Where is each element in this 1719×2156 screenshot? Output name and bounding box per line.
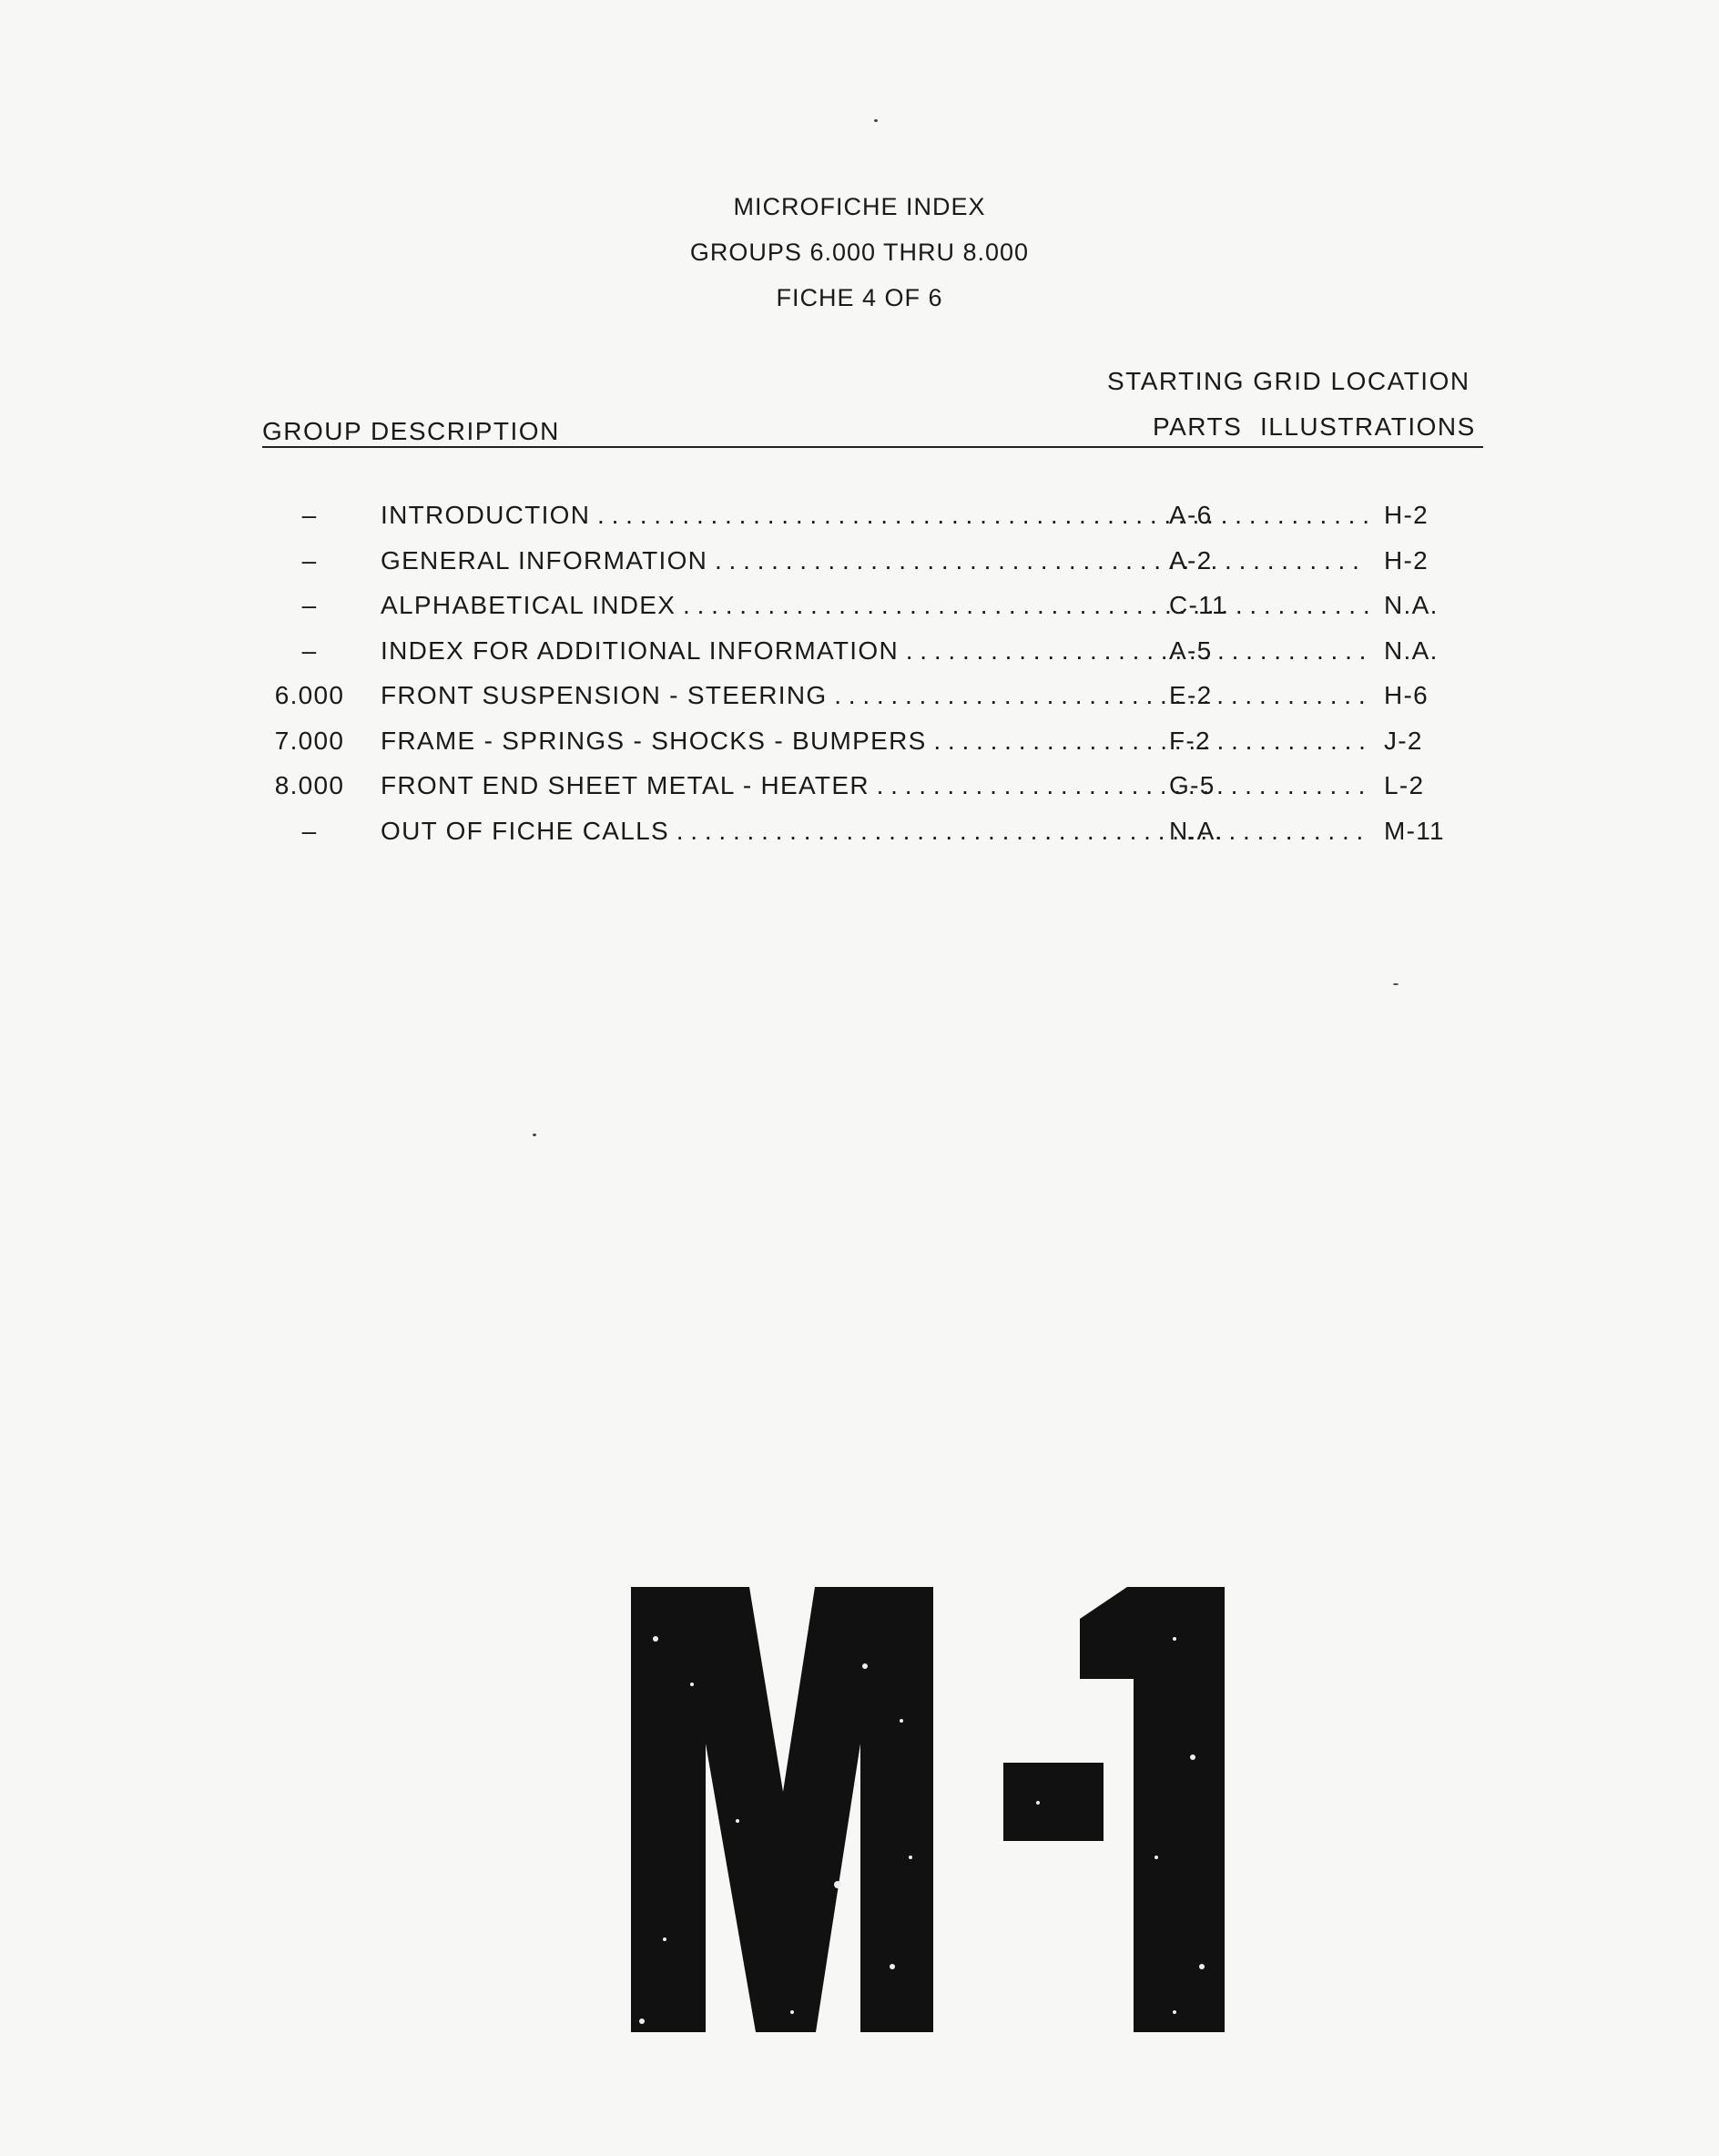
starting-grid-location-heading: STARTING GRID LOCATION xyxy=(1107,367,1470,395)
illustrations-heading: ILLUSTRATIONS xyxy=(1260,412,1476,441)
group-description-heading: GROUP DESCRIPTION xyxy=(262,417,560,445)
fiche-label-graphic xyxy=(628,1584,1229,2036)
illustrations-grid-location: H-6 xyxy=(1384,681,1429,709)
index-row xyxy=(255,591,1511,636)
scan-speck xyxy=(874,119,878,122)
group-description: OUT OF FICHE CALLS . . . xyxy=(381,817,1368,846)
illustrations-grid-location: H-2 xyxy=(1384,501,1429,529)
group-number: – xyxy=(301,636,318,665)
parts-grid-location: G-5 xyxy=(1169,771,1216,799)
parts-grid-location: C-11 xyxy=(1169,591,1227,619)
hyphen-glyph-shape xyxy=(1003,1763,1104,1841)
group-description: FRAME - SPRINGS - SHOCKS - BUMPERS . . . xyxy=(381,727,1368,756)
parts-heading: PARTS xyxy=(1153,412,1243,441)
index-row xyxy=(255,636,1511,682)
parts-grid-location: A-6 xyxy=(1169,501,1213,529)
group-number: 6.000 xyxy=(274,681,345,709)
parts-grid-location: F-2 xyxy=(1169,726,1211,755)
parts-grid-location: N.A. xyxy=(1169,816,1224,845)
header-groups: GROUPS 6.000 THRU 8.000 xyxy=(689,239,1030,266)
m-glyph-shape xyxy=(631,1587,933,2032)
group-description: GENERAL INFORMATION . . . xyxy=(381,546,1368,575)
index-row xyxy=(255,546,1511,592)
group-number: – xyxy=(301,591,318,619)
illustrations-grid-location: M-11 xyxy=(1384,816,1445,845)
document-header xyxy=(0,184,1719,320)
group-description: ALPHABETICAL INDEX . . . xyxy=(381,591,1368,620)
scan-speck xyxy=(1393,983,1399,985)
group-number: 7.000 xyxy=(274,726,345,755)
index-row xyxy=(255,771,1511,817)
group-number: – xyxy=(301,545,318,575)
group-number: 8.000 xyxy=(274,771,345,799)
fiche-label-badge xyxy=(628,1584,1229,2036)
group-description: FRONT SUSPENSION - STEERING . . . xyxy=(381,681,1368,710)
parts-grid-location: A-2 xyxy=(1169,545,1213,575)
illustrations-grid-location: N.A. xyxy=(1384,591,1439,619)
illustrations-grid-location: L-2 xyxy=(1384,771,1425,799)
index-row xyxy=(255,681,1511,727)
header-rule xyxy=(262,446,1483,448)
index-row xyxy=(255,727,1511,772)
parts-grid-location: A-5 xyxy=(1169,636,1213,665)
index-row xyxy=(255,501,1511,546)
illustrations-grid-location: J-2 xyxy=(1384,726,1423,755)
illustrations-grid-location: H-2 xyxy=(1384,545,1429,575)
group-description: INTRODUCTION . . . xyxy=(381,501,1368,530)
illustrations-grid-location: N.A. xyxy=(1384,636,1439,665)
header-fiche-number: FICHE 4 OF 6 xyxy=(776,284,943,311)
header-title: MICROFICHE INDEX xyxy=(733,193,986,220)
group-description: INDEX FOR ADDITIONAL INFORMATION . . . xyxy=(381,636,1368,666)
group-number: – xyxy=(301,816,318,845)
parts-grid-location: E-2 xyxy=(1169,681,1213,709)
index-table xyxy=(255,501,1511,861)
index-row xyxy=(255,817,1511,862)
scan-speck xyxy=(533,1134,536,1136)
group-description: FRONT END SHEET METAL - HEATER . . . xyxy=(381,771,1368,800)
group-number: – xyxy=(301,501,318,529)
